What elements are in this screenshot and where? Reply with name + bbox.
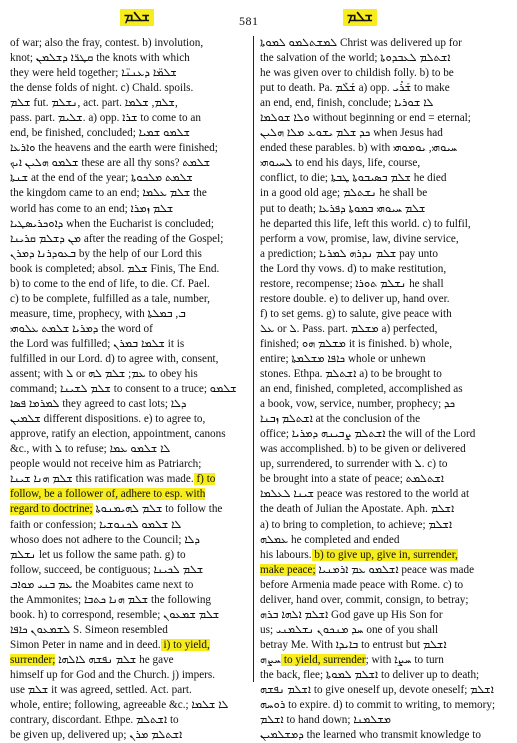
entry-line	[260, 81, 510, 96]
entry-line	[260, 247, 510, 262]
entry-text: restore double. e) to deliver up, hand over.	[260, 292, 450, 305]
entry-line	[260, 472, 510, 487]
entry-text: ܐܫܠܡ to hand down; ܡܫܠܡܢܐ	[260, 714, 392, 727]
entry-text: whoso does not adhere to the Council; ܕܠܐ	[10, 533, 201, 546]
entry-text: b) to come to the end of life, to die. Cf. Pael.	[10, 277, 210, 290]
entry-text: ܥܠ or ܠ. Pass. part. ܡܫܠܡ a) perfected,	[260, 322, 438, 335]
entry-line	[260, 307, 510, 322]
entry-line	[10, 382, 247, 397]
entry-line	[260, 292, 510, 307]
entry-line	[260, 186, 510, 201]
entry-line	[260, 638, 510, 653]
entry-text: the Ammonites; ܫܠܡ ܗܢܐ ܟܬܒܐ the following	[10, 593, 212, 606]
entry-text: conflict, to die; ܫܠܡ ܒܣܝܒܘܬܐ ܛܒܬܐ he died	[260, 172, 447, 185]
entry-text: Simon Peter in name and in deed.	[10, 638, 161, 651]
entry-text: knot; ܩܛܪ̈ܐ ܕܫܠܡܢ the knots with which	[10, 52, 190, 65]
entry-text: be given up, delivered up; ܐܫܬܠܡ ܡܪܢ	[10, 729, 183, 742]
entry-line	[10, 36, 247, 51]
entry-text: ܕܡܫܠܡܝܢ the learned who transmit knowledge to	[260, 729, 481, 742]
entry-line	[10, 457, 247, 472]
entry-line	[260, 653, 510, 668]
entry-line	[260, 698, 510, 713]
entry-text: entire; ܟܐܦܐ ܡܫܠܡܬܐ whole or unhewn	[260, 352, 426, 365]
entry-line	[10, 518, 247, 533]
entry-line	[10, 171, 247, 186]
entry-text: ended these parables. b) with ܚܝܘܗܝ, ܝܘܡܘܗܝ	[260, 142, 458, 155]
entry-text: be brought into a state of peace; ܐܫܬܠܡܬ	[260, 473, 445, 486]
entry-text: ܠܫܡܥܘܢ ܟܐܦܐ S. Simeon resembled	[10, 623, 168, 636]
entry-text: ܐܫܠܡܘ ܥܡ ܐܪܡܢܝܐ peace was made	[315, 563, 475, 576]
entry-line	[260, 578, 510, 593]
entry-text: ܫܠܡ ܠܗܝܡܢܘܬܐ to follow the	[92, 503, 223, 516]
entry-line	[10, 472, 247, 487]
entry-text: the death of Julian the Apostate. Aph. ܐܫܠܡ	[260, 503, 455, 516]
entry-text: ܘܠܐ ܫܘܠܡܐ without beginning or end = eternal;	[260, 112, 471, 125]
entry-line	[10, 623, 247, 638]
entry-text: in a good old age; ܢܫܬܠܡ he shall be	[260, 187, 428, 200]
entry-line	[10, 277, 247, 292]
entry-text: he was given over to childish folly. b) to be	[260, 67, 454, 80]
entry-line	[260, 728, 510, 743]
right-header-word: ܫܠܡ	[343, 9, 377, 26]
entry-text: command; ܫܠܡ ܠܫܝܢܐ to consent to a truce; ܫܠܡܘ	[10, 383, 237, 396]
entry-text: ܘܐܪܥܐ the heavens and the earth were finished;	[10, 142, 218, 155]
entry-line	[260, 352, 510, 367]
entry-line	[10, 427, 247, 442]
entry-text: put to death. Pa. ܫܰܠܶܡ a) opp. ܫܰܪܺܝ to make	[260, 82, 450, 95]
entry-text: ܐܫܠܡ ܐܠܗܐ ܒܪܗ God gave up His Son for	[260, 608, 443, 621]
entry-text: ܫܠܡ fut. ܢܫܠܡ, act. part. ܫܠܡ, ܫܠܡܐ,	[10, 97, 178, 110]
entry-line	[260, 51, 510, 66]
entry-text: approve, ratify an election, appointment, canons	[10, 428, 226, 441]
entry-line	[10, 322, 247, 337]
entry-line	[10, 202, 247, 217]
entry-line	[260, 442, 510, 457]
entry-line	[10, 487, 247, 502]
entry-line	[10, 638, 247, 653]
entry-line	[10, 141, 247, 156]
entry-text: an end, end, finish, conclude; ܠܐ ܫܘܪܝܐ	[260, 97, 434, 110]
entry-line	[260, 502, 510, 517]
highlighted-text: to yield, surrender	[281, 653, 366, 666]
entry-text: was accomplished. b) to be given or delivered	[260, 443, 466, 456]
left-header-word: ܫܠܡ	[120, 9, 154, 26]
highlighted-text: i) to yield,	[160, 638, 210, 651]
entry-line	[260, 111, 510, 126]
entry-text: measure, time, prophecy, with ܒ, ܒܡܠܬܐ	[10, 307, 186, 320]
entry-line	[260, 533, 510, 548]
entry-line	[10, 548, 247, 563]
entry-text: up, surrendered, to surrender with ܠ. c) to	[260, 458, 448, 471]
entry-text: ܟܕ ܫܠܡ ܝܫܘܥ ܡܠܐ ܗܠܝܢ when Jesus had	[260, 127, 443, 140]
entry-line	[260, 668, 510, 683]
entry-text: c) to be complete, fulfilled as a tale, number,	[10, 292, 210, 305]
entry-line	[260, 487, 510, 502]
entry-text: an end, finished, completed, accomplished as	[260, 383, 463, 396]
entry-line	[260, 337, 510, 352]
entry-text: ܥܡ ܒܢܝ ܡܘܐܒ the Moabites came next to	[10, 578, 194, 591]
entry-line	[10, 653, 247, 668]
entry-text: us; ܚܕ ܡܢܟܘܢ ܢܫܠܡܢܝ one of you shall	[260, 623, 439, 636]
entry-line	[10, 593, 247, 608]
entry-text: faith or confession; ܠܐ ܫܠܡܘ ܠܟܢܘܫܝܐ	[10, 518, 182, 531]
entry-line	[260, 262, 510, 277]
entry-text: the Lord was fulfilled; ܫܠܡܐ ܒܡܪܢ it is	[10, 337, 185, 350]
entry-text: end, be finished, concluded; ܫܠܡܘ ܫܡܝܐ	[10, 127, 191, 140]
entry-text: the back, flee; ܐܫܠܡ ܠܡܘܬܐ to deliver up to death;	[260, 668, 480, 681]
entry-line	[10, 352, 247, 367]
left-column	[10, 36, 247, 743]
entry-line	[10, 683, 247, 698]
highlighted-text: surrender;	[10, 653, 56, 666]
entry-line	[10, 307, 247, 322]
entry-line	[10, 578, 247, 593]
entry-text: book. h) to correspond, resemble; ܫܠܡ ܫܡܥܘܢ	[10, 608, 220, 621]
entry-line	[260, 202, 510, 217]
entry-text: ܐܫܠܡ ܢܦܫܗ to give oneself up, devote oneself; ܐܫܠܡ	[260, 684, 494, 697]
entry-text: ܚܨܗ	[260, 653, 282, 666]
entry-line	[10, 111, 247, 126]
entry-line	[10, 563, 247, 578]
entry-text: the Lord thy vows. d) to make restitution,	[260, 262, 447, 275]
highlighted-text: f) to	[193, 473, 216, 486]
entry-line	[260, 593, 510, 608]
entry-line	[10, 232, 247, 247]
entry-line	[260, 36, 510, 51]
entry-text: f) to set gems. g) to salute, give peace with	[260, 307, 452, 320]
entry-line	[260, 96, 510, 111]
entry-line	[260, 412, 510, 427]
entry-text: whole, entire; following, agreeable &c.; ܠܐ ܫܠܡܐ	[10, 699, 229, 712]
entry-text: ܠܚܝܘܗܝ to end his days, life, course,	[260, 157, 421, 170]
entry-line	[260, 382, 510, 397]
entry-text: a prediction; ܫܠܡ ܢܕܪܗ ܠܡܪܝܐ pay unto	[260, 247, 438, 260]
entry-line	[260, 141, 510, 156]
entry-line	[10, 533, 247, 548]
entry-line	[10, 337, 247, 352]
entry-line	[260, 518, 510, 533]
entry-text: a book, vow, service, number, prophecy; ܟܕ	[260, 398, 456, 411]
entry-text: he departed this life, left this world. c) to fulfil,	[260, 217, 471, 230]
entry-text: world has come to an end; ܫܠܡ ܙܡܪܐ	[10, 202, 174, 215]
entry-line	[10, 66, 247, 81]
entry-line	[10, 698, 247, 713]
entry-line	[10, 713, 247, 728]
entry-text: people would not receive him as Patriarch;	[10, 458, 202, 471]
entry-line	[260, 457, 510, 472]
entry-text: ܫܠܡܝܢ different dispositions. e) to agree to,	[10, 413, 206, 426]
entry-text: his labours.	[260, 548, 312, 561]
entry-line	[260, 563, 510, 578]
entry-text: ܫܠܡ ܗܢܐ ܫܝܢܐ this ratification was made.	[10, 473, 194, 486]
entry-line	[260, 397, 510, 412]
right-column	[260, 36, 510, 743]
entry-line	[10, 728, 247, 743]
entry-line	[260, 232, 510, 247]
entry-text: ܕܡܪܝܐ ܫܠܡܬ ܥܠܘܗܝ the word of	[10, 322, 153, 335]
entry-line	[10, 397, 247, 412]
entry-text: himself up for God and the Church. j) impers.	[10, 668, 216, 681]
entry-line	[10, 51, 247, 66]
entry-line	[260, 277, 510, 292]
entry-line	[260, 217, 510, 232]
entry-text: ܥܡܠܗ he completed and ended	[260, 533, 400, 546]
page-number: 581	[239, 14, 259, 28]
entry-line	[260, 322, 510, 337]
entry-line	[260, 713, 510, 728]
entry-line	[10, 367, 247, 382]
entry-text: contrary, discordant. Ethpe. ܐܫܬܠܡ to	[10, 714, 179, 727]
highlighted-text: make peace;	[260, 563, 316, 576]
entry-text: of war; also the fray, contest. b) involution,	[10, 37, 204, 49]
entry-line	[260, 623, 510, 638]
entry-line	[10, 412, 247, 427]
entry-text: the salvation of the world; ܐܫܬܠܡ ܠܥܒܕܘܬܐ	[260, 52, 451, 65]
entry-line	[10, 292, 247, 307]
entry-text: put to death; ܫܠܡ ܚܝܘܗܝ ܒܡܘܬܐ ܕܦܪܥܐ	[260, 202, 426, 215]
entry-line	[10, 247, 247, 262]
entry-text: use ܫܠܡ it was agreed, settled. Act. part.	[10, 684, 192, 697]
entry-text: book is completed; absol. ܫܠܡ Finis, The End.	[10, 262, 220, 275]
highlighted-text: b) to give up, give in, surrender,	[311, 548, 458, 561]
entry-line	[260, 171, 510, 186]
entry-line	[260, 156, 510, 171]
entry-text: ܢܫܠܡ let us follow the same path. g) to	[10, 548, 186, 561]
entry-text: ܕܐܘܟܪܝܣܛܝܐ when the Eucharist is concluded;	[10, 217, 214, 230]
column-divider	[253, 36, 254, 682]
entry-text: a) to bring to completion, to achieve; ܐܫܠܡ	[260, 518, 453, 531]
entry-text: they were held together; ܫܠܡ̈ܐ ܕܥܢܢ̈ܐ	[10, 67, 177, 80]
entry-line	[260, 126, 510, 141]
entry-text: stones. Ethpa. ܐܫܬܠܡ a) to be brought to	[260, 368, 442, 381]
entry-text: ܫܠܡ ܢܦܫܗ ܠܐܠܗܐ he gave	[55, 653, 174, 666]
entry-text: office; ܐܫܬܠܡ ܨܒܝܢܗ ܕܡܪܝܐ the will of the Lord	[260, 428, 476, 441]
entry-line	[260, 367, 510, 382]
entry-text: ܫܠܡܘ ܗܠܝܢ ܐܝܟ these are all thy sons? ܫܠܡܬ	[10, 157, 211, 170]
entry-line	[260, 683, 510, 698]
entry-line	[10, 81, 247, 96]
highlighted-text: follow, be a follower of, adhere to esp. with	[10, 488, 206, 501]
entry-line	[260, 66, 510, 81]
entry-line	[10, 217, 247, 232]
entry-text: ܠܡܪܡܐ ܦܣܐ they agreed to cast lots; ܕܠܐ	[10, 398, 187, 411]
entry-line	[10, 126, 247, 141]
entry-line	[10, 96, 247, 111]
entry-text: assent; with ܠ or ܥܡ; ܫܠܡ ܠܗ to obey his	[10, 368, 198, 381]
highlighted-text: regard to doctrine;	[10, 503, 93, 516]
entry-line	[10, 262, 247, 277]
entry-text: ܠܡܫܬܠܡܘ ܠܡܘܬܐ Christ was delivered up for	[260, 37, 462, 49]
entry-line	[260, 427, 510, 442]
entry-text: betray Me. With ܒܐܝܕܐ to entrust but ܐܫܠܡ	[260, 638, 447, 651]
entry-text: before Armenia made peace with Rome. c) to	[260, 578, 464, 591]
entry-text: ܫܢܬܐ at the end of the year; ܫܠܡܬ ܡܠܟܘܬܐ	[10, 172, 193, 185]
entry-line	[260, 548, 510, 563]
entry-text: perform a vow, promise, law, divine service,	[260, 232, 459, 245]
entry-line	[10, 502, 247, 517]
entry-text: ܪܘܚܗ to expire. d) to commit to writing, to memory;	[260, 699, 496, 712]
entry-line	[10, 442, 247, 457]
entry-line	[10, 608, 247, 623]
entry-line	[10, 186, 247, 201]
entry-text: pass. part. ܫܠܝܡ. a) opp. ܫܪܐ to come to an	[10, 112, 201, 125]
entry-line	[260, 608, 510, 623]
entry-text: follow, succeed, be contiguous; ܫܠܡ ܠܟܝܢܐ	[10, 563, 204, 576]
entry-text: &c., with ܠ to refuse; ܠܐ ܫܠܡܘ ܥܡܐ	[10, 443, 171, 456]
entry-text: ܐܫܬܠܡ ܙܒܢܐ at the conclusion of the	[260, 413, 421, 426]
entry-line	[10, 668, 247, 683]
entry-text: deliver, hand over, commit, consign, to betray;	[260, 593, 469, 606]
entry-text: finished; ܡܫܠܡ ܗܘ it is finished. b) whole,	[260, 337, 452, 350]
entry-text: the kingdom came to an end; ܫܠܡ ܥܠܡܐ the	[10, 187, 207, 200]
entry-line	[10, 156, 247, 171]
entry-text: restore, recompense; ܢܫܠܡ ܬܘܪܐ he shall	[260, 277, 444, 290]
entry-text: ܡܢ ܕܫܠܡ ܩܪܝܢܐ after the reading of the Gospel;	[10, 232, 224, 245]
entry-text: ܒܥܘܕܪܢܐ ܕܡܪܢ by the help of our Lord this	[10, 247, 202, 260]
entry-text: fulfilled in our Lord. d) to agree with, consent,	[10, 352, 219, 365]
entry-text: ; with ܚܨܐ to turn	[365, 653, 444, 666]
entry-text: ܫܝܢܐ ܠܥܠܡܐ peace was restored to the world at	[260, 488, 470, 501]
entry-text: the dense folds of night. c) Chald. spoils.	[10, 82, 194, 95]
